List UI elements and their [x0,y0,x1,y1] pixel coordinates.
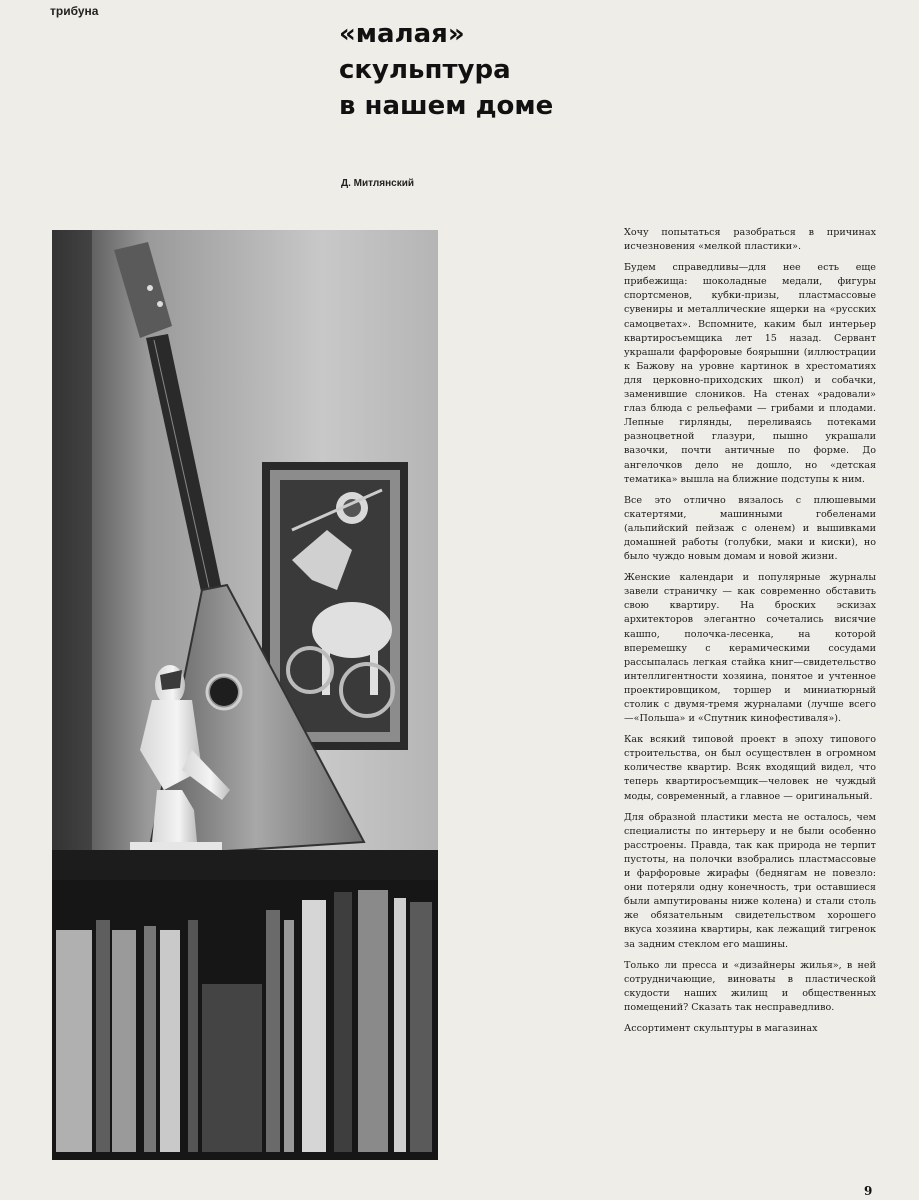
article-title [339,16,553,124]
article-paragraph: Для образной пластики места не осталось, чем специалисты по интерьеру и не были особенно расстроены. Правда, так как природа не терпит пустоты, на полочки взобрались пластмассовые и фарфоровые жирафы (беднягам не повезло: они потеряли одну конечность, три оставшиеся были ампутированы ниже колена) и стали столь же обязательным свидетельством хорошего вкуса хозяина квартиры, как лежащий тигренок за задним стеклом его машины. [624,811,876,950]
article-paragraph: Как всякий типовой проект в эпоху типового строительства, он был осуществлен в огромном количестве квартир. Всяк входящий видел, что теперь квартиросъемщик—человек не чуждый моды, современный, а главное — оригинальный. [624,734,876,802]
title-line: скульптура [339,55,511,85]
page-number: 9 [864,1184,873,1198]
article-paragraph: Только ли пресса и «дизайнеры жилья», в ней сотрудничающие, виноваты в пластической скудости наших жилищ и общественных помещений? Сказать так несправедливо. [624,959,876,1013]
section-label: трибуна [50,4,99,18]
interior-photo [52,230,438,1160]
article-paragraph: Будем справедливы—для нее есть еще прибежища: шоколадные медали, фигуры спортсменов, кубки-призы, пластмассовые сувениры и металлические ящерки на «русских самоцветах». Вспомните, каким был интерьер квартиросъемщика лет 15 назад. Сервант украшали фарфоровые боярышни (иллюстрации к Бажову на уровне картинок в хрестоматиях для церковно-приходских школ) и собачки, заменившие слоников. На стенах «радовали» глаз блюда с рельефами — грибами и плодами. Лепные гирлянды, переливаясь потеками разноцветной глазури, пышно украшали вазочки, почти античные по форме. До ангелочков дело не дошло, но «детская тематика» вышла на ближние подступы к ним. [624,262,876,485]
article-paragraph: Ассортимент скульптуры в магазинах [624,1022,818,1034]
article-body [624,226,876,1043]
title-line: в нашем доме [339,91,554,121]
author-byline: Д. Митлянский [341,178,415,189]
article-paragraph: Все это отлично вязалось с плюшевыми скатертями, машинными гобеленами (альпийский пейзаж с оленем) и вышивками домашней работы (голубки, маки и киски), но было чуждо новым домам и новой жизни. [624,494,876,563]
title-line: «малая» [339,19,465,49]
article-paragraph: Хочу попытаться разобраться в причинах исчезновения «мелкой пластики». [624,227,876,253]
article-paragraph: Женские календари и популярные журналы завели страничку — как современно обставить свою квартиру. На броских эскизах архитекторов элегантно сочетались висячие кашпо, полочка-лесенка, на которой вперемешку с керамическими сосудами рассыпалась легкая стайка книг—свидетельство интеллигентности хозяина, понятое и учтенное проектировщиком, торшер и миниатюрный столик с двумя-тремя журналами (лучше всего—«Польша» и «Спутник кинофестиваля»). [624,572,876,725]
